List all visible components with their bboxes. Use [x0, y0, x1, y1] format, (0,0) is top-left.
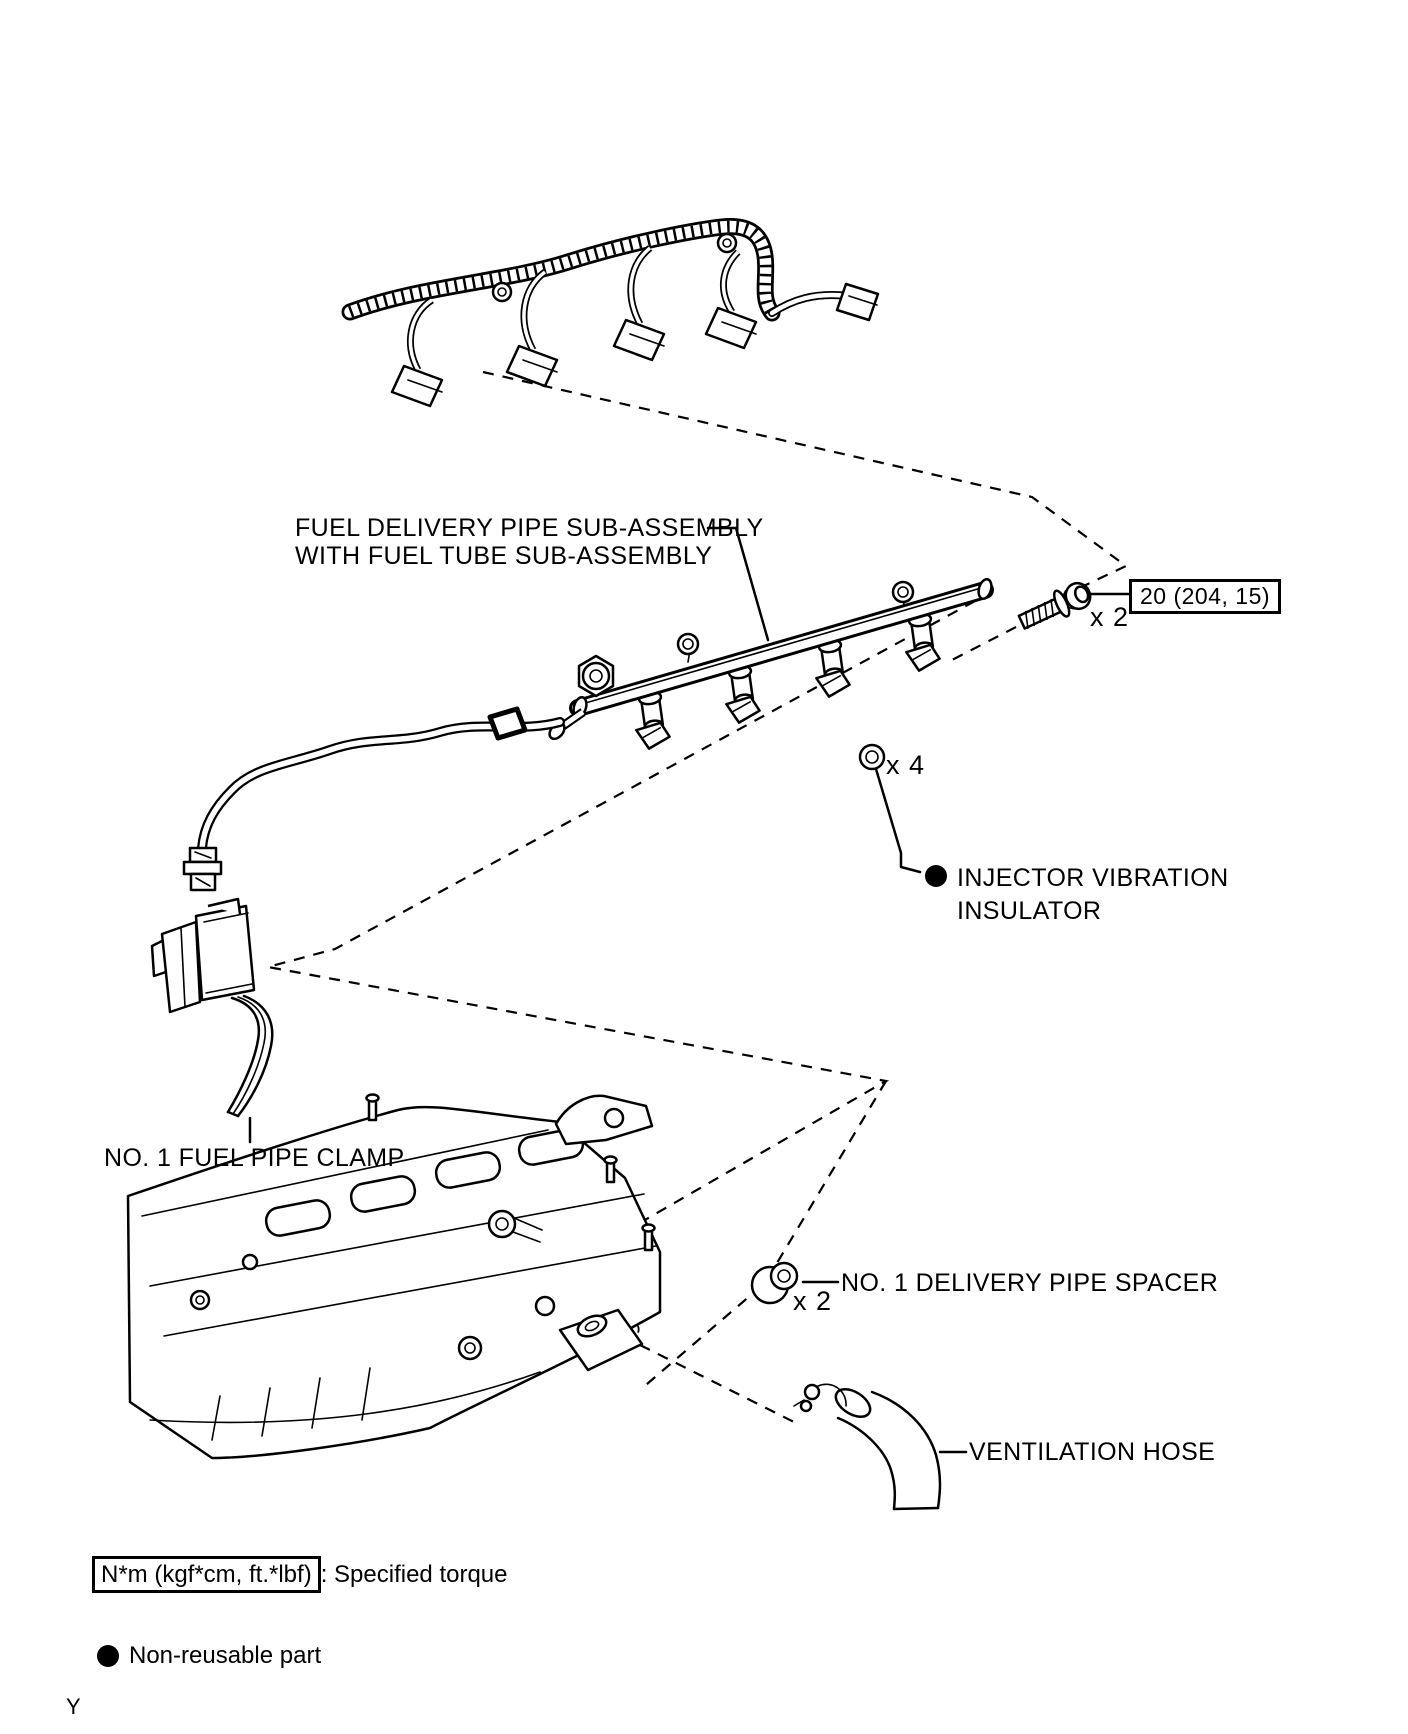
ventilation-hose-drawing: [794, 1384, 966, 1509]
fuel-delivery-pipe-label-line2: WITH FUEL TUBE SUB-ASSEMBLY: [295, 542, 713, 570]
fuel-pipe-clamp-drawing: [152, 899, 272, 1142]
insulator-quantity: x 4: [886, 750, 926, 780]
delivery-pipe-spacer-label: NO. 1 DELIVERY PIPE SPACER: [841, 1269, 1219, 1297]
torque-legend: [92, 1556, 508, 1593]
bolt-torque-spec-box: 20 (204, 15): [1129, 579, 1281, 614]
bolt-quantity: x 2: [1090, 602, 1130, 632]
injector-vibration-insulator-label: [925, 862, 1229, 928]
injector-vibration-label-line2: INSULATOR: [957, 897, 1102, 925]
wire-harness-drawing: [350, 227, 878, 406]
fuel-delivery-pipe-label: [295, 514, 764, 570]
non-reusable-bullet-icon: [97, 1645, 119, 1667]
fuel-delivery-pipe-label-line1: FUEL DELIVERY PIPE SUB-ASSEMBLY: [295, 514, 764, 542]
spacer-quantity: x 2: [793, 1286, 833, 1316]
fuel-rail-drawing: [184, 528, 994, 890]
ventilation-hose-label: VENTILATION HOSE: [969, 1438, 1216, 1466]
fuel-pipe-clamp-label: NO. 1 FUEL PIPE CLAMP: [104, 1144, 405, 1172]
non-reusable-bullet-icon: [925, 865, 947, 887]
injector-vibration-label-line1: INJECTOR VIBRATION: [957, 864, 1229, 892]
page-letter: Y: [66, 1694, 81, 1719]
torque-legend-description: : Specified torque: [320, 1561, 508, 1588]
non-reusable-legend: [97, 1642, 321, 1670]
non-reusable-legend-text: Non-reusable part: [129, 1642, 322, 1669]
torque-symbol-box: N*m (kgf*cm, ft.*lbf): [92, 1556, 321, 1593]
